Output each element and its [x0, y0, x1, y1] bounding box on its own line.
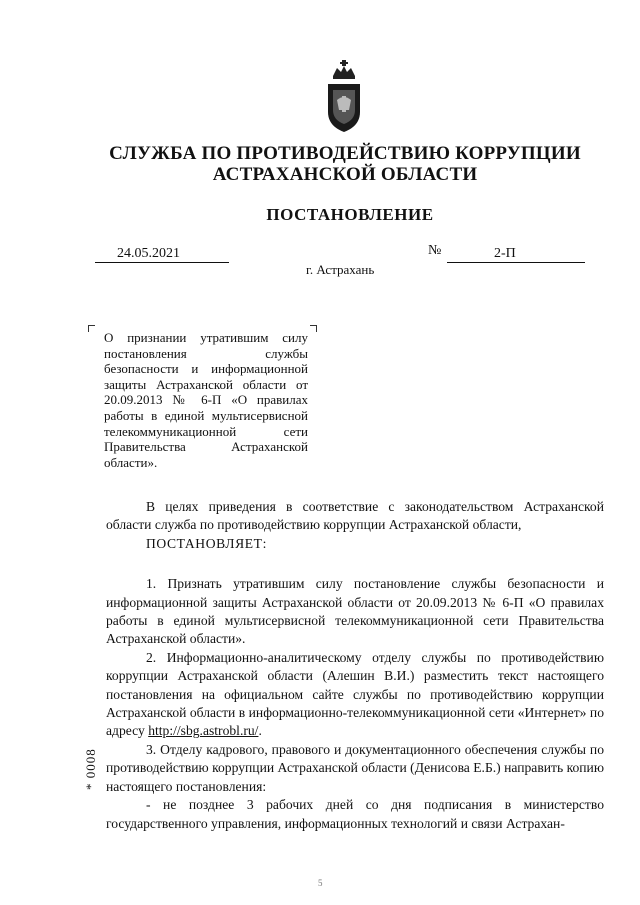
item-2-end: . — [258, 723, 262, 739]
item-1-paragraph: 1. Признать утратившим силу постановление службы безопасности и информационной защиты Астраханской области от 20.09.2013 № 6-П «О правилах работы в единой мультисервисной телекоммуникационной сети Правительства Астраханской области». — [106, 576, 604, 647]
organization-title-line1: СЛУЖБА ПО ПРОТИВОДЕЙСТВИЮ КОРРУПЦИИ — [109, 143, 581, 164]
item-2-text: 2. Информационно-аналитическому отделу службы по противодействию коррупции Астраханской области (Алешин В.И.) разместить текст настоящего постановления на официальном сайте службы по противодействию коррупции Астраханской области в информационно-телекоммуникационной сети «Интернет» по адресу — [106, 649, 604, 739]
document-subject: О признании утратившим силу постановления службы безопасности и информационной защиты Астраханской области от 20.09.2013 № 6-П «О правилах работы в единой мультисервисной телекоммуникационной сети Правительства Астраханской области». — [104, 330, 308, 470]
coat-of-arms-emblem — [325, 60, 363, 134]
organization-title-line2: АСТРАХАНСКОЙ ОБЛАСТИ — [212, 164, 478, 185]
document-type-heading: ПОСТАНОВЛЕНИЕ — [266, 205, 434, 224]
document-body — [106, 498, 604, 833]
item-2-paragraph — [106, 649, 604, 741]
number-field — [447, 244, 585, 263]
document-number: 2-П — [494, 246, 516, 261]
document-date: 24.05.2021 — [117, 246, 180, 261]
date-field — [95, 244, 229, 263]
decree-word: ПОСТАНОВЛЯЕТ: — [146, 535, 267, 551]
intro-paragraph: В целях приведения в соответствие с законодательством Астраханской области служба по противодействию коррупции Астраханской области, — [106, 499, 604, 533]
subject-bracket-right — [310, 325, 317, 332]
number-sign: № — [428, 243, 442, 258]
page-stamp: * 0008 — [83, 748, 98, 790]
website-link[interactable]: http://sbg.astrobl.ru/ — [148, 723, 259, 739]
item-3-subitem: - не позднее 3 рабочих дней со дня подписания в министерство государственного управления, информационных технологий и связи Астрахан- — [106, 797, 604, 831]
page-number: 5 — [318, 878, 323, 888]
subject-bracket-left — [88, 325, 95, 332]
item-3-paragraph: 3. Отделу кадрового, правового и документационного обеспечения службы по противодействию коррупции Астраханской области (Денисова Е.Б.) направить копию настоящего постановления: — [106, 741, 604, 794]
city-label: г. Астрахань — [306, 262, 375, 277]
